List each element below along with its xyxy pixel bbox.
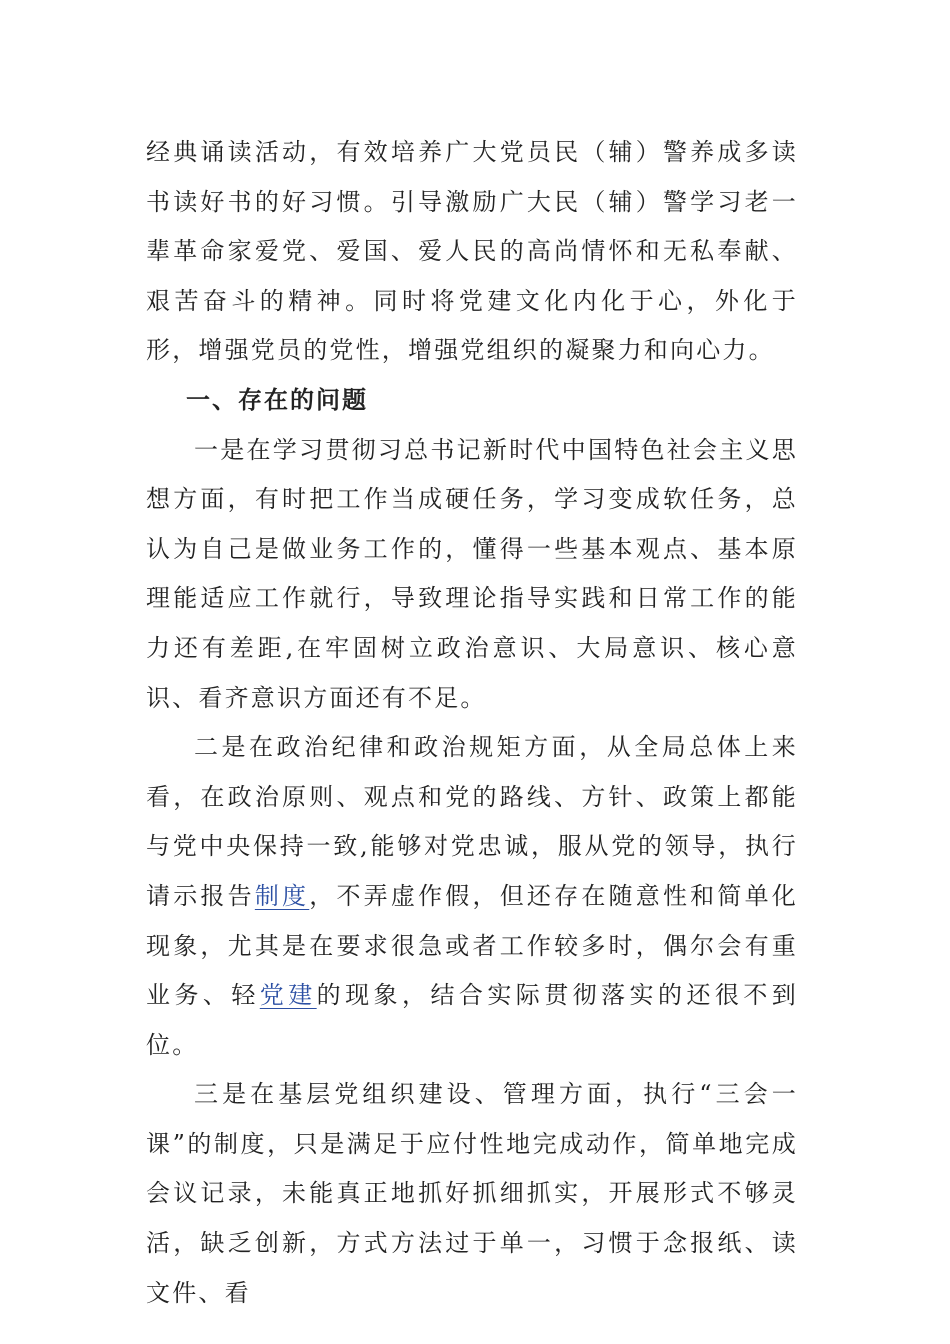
paragraph-second-part-3: 的现象，结合实际贯彻落实的还很不到位。 <box>146 981 798 1059</box>
paragraph-continuation: 经典诵读活动，有效培养广大党员民（辅）警养成多读书读好书的好习惯。引导激励广大民（辅）警学习老一辈革命家爱党、爱国、爱人民的高尚情怀和无私奉献、艰苦奋斗的精神。同时将党建文化内化于心，外化于形，增强党员的党性，增强党组织的凝聚力和向心力。 <box>146 138 798 365</box>
paragraph-third-issue: 三是在基层党组织建设、管理方面，执行“三会一课”的制度，只是满足于应付性地完成动作，简单地完成会议记录，未能真正地抓好抓细抓实，开展形式不够灵活，缺乏创新，方式方法过于单一，习惯于念报纸、读文件、看 <box>146 1080 798 1307</box>
paragraph-second-issue <box>146 723 798 1070</box>
paragraph-second-part-2: ，不弄虚作假，但还存在随意性和简单化现象，尤其是在要求很急或者工作较多时，偶尔会有重业务、轻 <box>146 881 798 1010</box>
paragraph-first-issue: 一是在学习贯彻习总书记新时代中国特色社会主义思想方面，有时把工作当成硬任务，学习变成软任务，总认为自己是做业务工作的，懂得一些基本观点、基本原理能适应工作就行，导致理论指导实践和日常工作的能力还有差距,在牢固树立政治意识、大局意识、核心意识、看齐意识方面还有不足。 <box>146 435 798 712</box>
document-body <box>146 128 798 1318</box>
link-zhidu[interactable]: 制度 <box>254 881 310 910</box>
section-heading: 一、存在的问题 <box>186 385 368 414</box>
link-dangjian[interactable]: 党建 <box>259 981 317 1010</box>
paragraph-second-part-1: 二是在政治纪律和政治规矩方面，从全局总体上来看，在政治原则、观点和党的路线、方针、政策上都能与党中央保持一致,能够对党忠诚，服从党的领导，执行请示报告 <box>146 733 798 910</box>
